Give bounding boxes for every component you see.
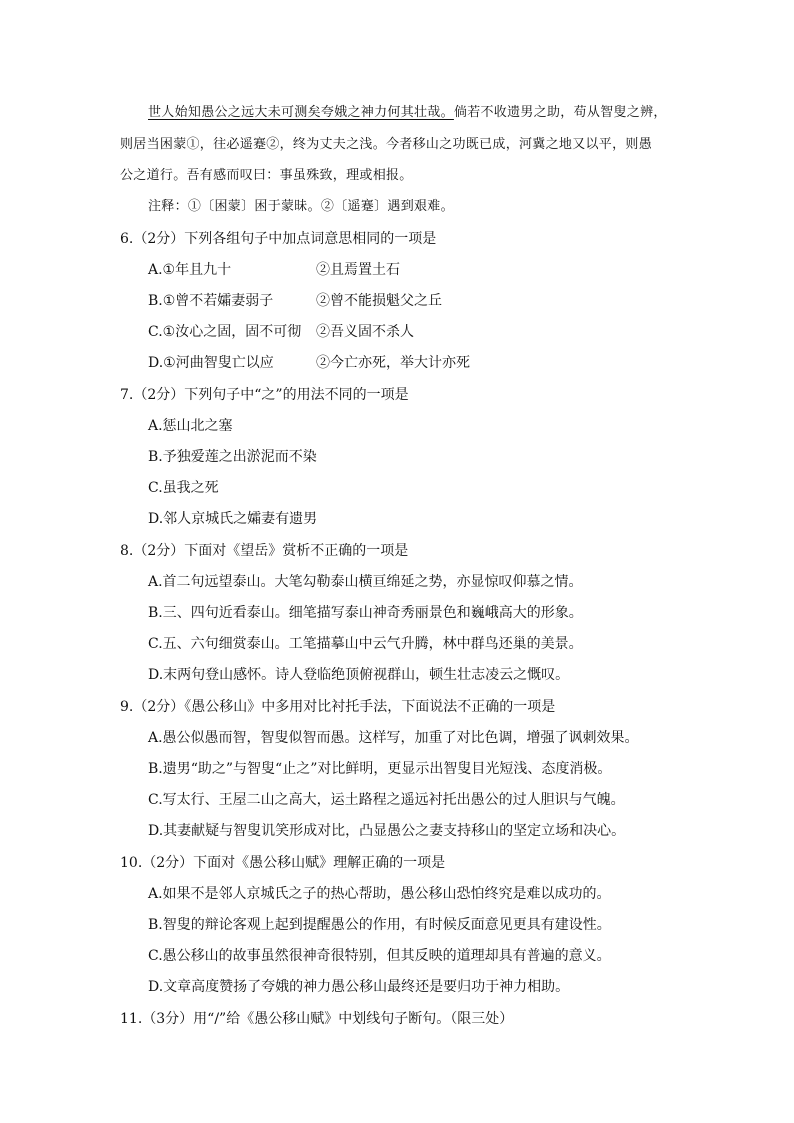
q9-option-c: C.写太行、王屋二山之高大，运土路程之遥远衬托出愚公的过人胆识与气魄。	[148, 792, 625, 808]
q7-option-b: B.予独爱莲之出淤泥而不染	[148, 449, 317, 465]
underlined-sentence: 世人始知愚公之远大未可测矣夸娥之神力何其壮哉。	[148, 105, 454, 120]
q8-option-b: B.三、四句近看泰山。细笔描写泰山神奇秀丽景色和巍峨高大的形象。	[148, 605, 583, 621]
q7-option-a: A.惩山北之塞	[148, 418, 233, 434]
q10-option-c: C.愚公移山的故事虽然很神奇很特别，但其反映的道理却具有普遍的意义。	[148, 948, 611, 964]
q6-option-d-right: ②今亡亦死，举大计亦死	[316, 355, 470, 371]
question-6-stem: 6.（2分）下列各组句子中加点词意思相同的一项是	[120, 231, 437, 247]
q9-option-d: D.其妻献疑与智叟讥笑形成对比，凸显愚公之妻支持移山的坚定立场和决心。	[148, 823, 626, 839]
passage-line-2: 则居当困蒙①，往必遥蹇②，终为丈夫之浅。今者移山之功既已成，河冀之地又以平，则愚	[120, 137, 653, 152]
q6-option-d-left: D.①河曲智叟亡以应	[148, 355, 274, 371]
question-9-stem: 9.（2分）《愚公移山》中多用对比衬托手法，下面说法不正确的一项是	[120, 699, 556, 715]
q10-option-d: D.文章高度赞扬了夸娥的神力愚公移山最终还是要归功于神力相助。	[148, 979, 570, 995]
q8-option-a: A.首二句远望泰山。大笔勾勒泰山横亘绵延之势，亦显惊叹仰慕之情。	[148, 574, 583, 590]
q6-option-c-right: ②吾义固不杀人	[316, 324, 414, 340]
passage-line-3: 公之道行。吾有感而叹曰：事虽殊致，理或相报。	[120, 168, 413, 183]
q8-option-c: C.五、六句细赏泰山。工笔描摹山中云气升腾，林中群鸟还巢的美景。	[148, 636, 583, 652]
q10-option-b: B.智叟的辩论客观上起到提醒愚公的作用，有时候反面意见更具有建设性。	[148, 917, 611, 933]
question-8-stem: 8.（2分）下面对《望岳》赏析不正确的一项是	[120, 543, 409, 559]
q6-option-b-right: ②曾不能损魁父之丘	[316, 293, 442, 309]
q7-option-c: C.虽我之死	[148, 480, 219, 496]
q8-option-d: D.末两句登山感怀。诗人登临绝顶俯视群山，顿生壮志凌云之慨叹。	[148, 667, 570, 683]
question-11-stem: 11.（3分）用“/”给《愚公移山赋》中划线句子断句。（限三处）	[120, 1011, 514, 1027]
q9-option-a: A.愚公似愚而智，智叟似智而愚。这样写，加重了对比色调，增强了讽刺效果。	[148, 730, 639, 746]
passage-line-1	[148, 104, 667, 122]
q9-option-b: B.遗男“助之”与智叟“止之”对比鲜明，更显示出智叟目光短浅、态度消极。	[148, 761, 612, 777]
q10-option-a: A.如果不是邻人京城氏之子的热心帮助，愚公移山恐怕终究是难以成功的。	[148, 886, 611, 902]
q6-option-c-left: C.①汝心之固，固不可彻	[148, 324, 302, 340]
q6-option-a-right: ②且焉置土石	[316, 262, 400, 278]
q7-option-d: D.邻人京城氏之孀妻有遗男	[148, 511, 318, 527]
passage-note: 注释：①〔困蒙〕困于蒙昧。②〔遥蹇〕遇到艰难。	[148, 199, 454, 214]
q6-option-b-left: B.①曾不若孀妻弱子	[148, 293, 274, 309]
question-7-stem: 7.（2分）下列句子中“之”的用法不同的一项是	[120, 387, 409, 403]
q6-option-a-left: A.①年且九十	[148, 262, 232, 278]
passage-text: 倘若不收遗男之助，苟从智叟之辨，	[453, 105, 667, 120]
question-10-stem: 10.（2分）下面对《愚公移山赋》理解正确的一项是	[120, 855, 446, 871]
